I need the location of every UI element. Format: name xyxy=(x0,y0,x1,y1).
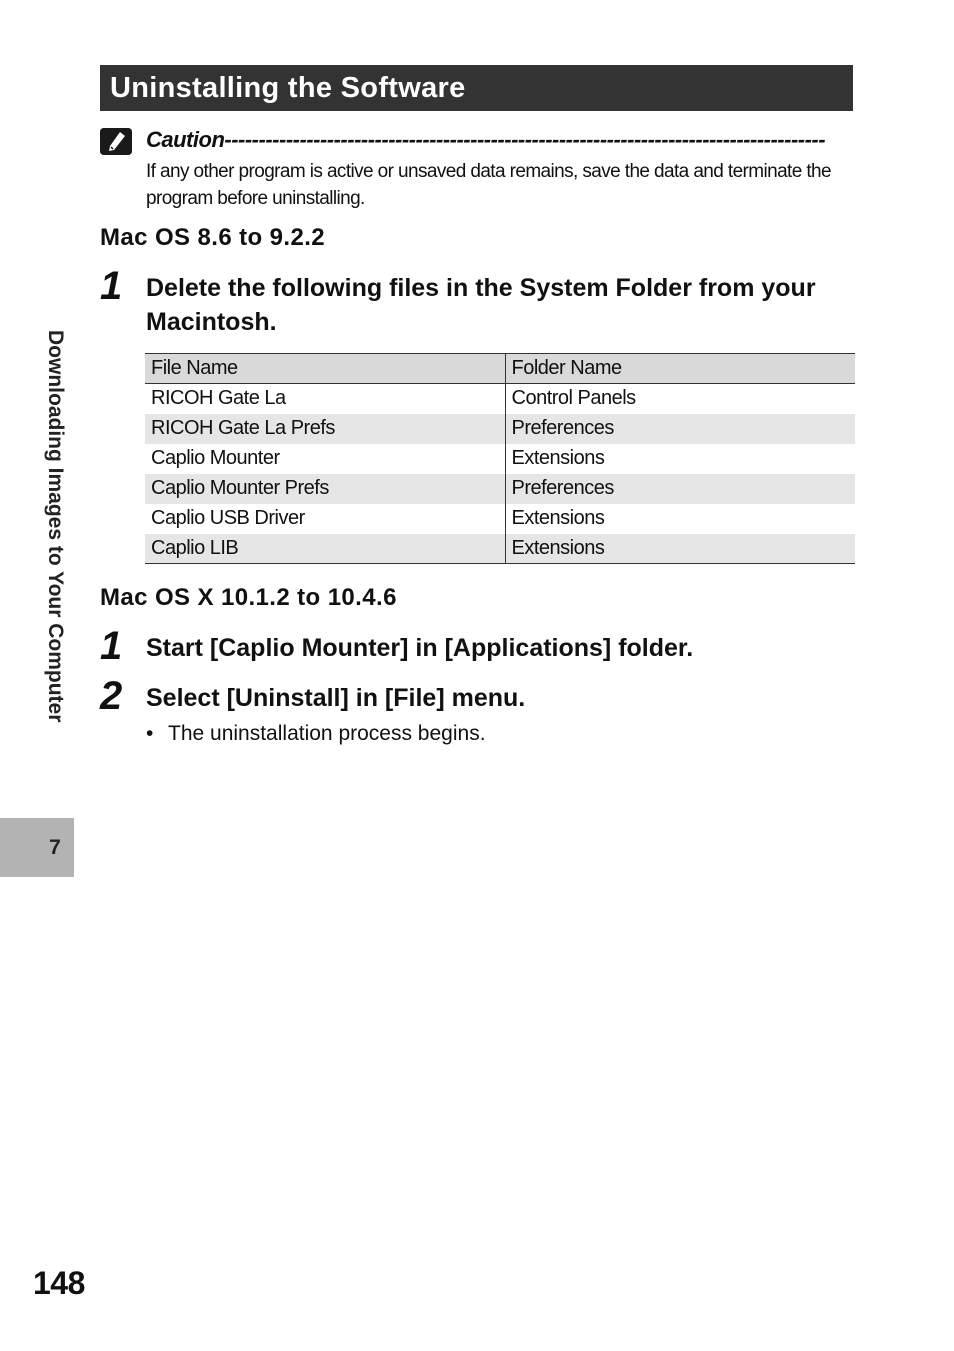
table-cell: RICOH Gate La Prefs xyxy=(145,414,505,444)
table-cell: Preferences xyxy=(505,474,855,504)
table-cell: Caplio Mounter xyxy=(145,444,505,474)
table-row xyxy=(145,444,855,474)
files-table xyxy=(145,353,855,564)
table-cell: RICOH Gate La xyxy=(145,384,505,414)
step-number: 1 xyxy=(100,624,123,668)
table-row xyxy=(145,414,855,444)
step-number: 2 xyxy=(100,674,123,718)
mac-os-9-heading: Mac OS 8.6 to 9.2.2 xyxy=(100,224,326,251)
step-text: Select [Uninstall] in [File] menu. xyxy=(146,684,526,712)
table-row xyxy=(145,534,855,564)
table-cell: Extensions xyxy=(511,507,605,529)
caution-title: Caution---------------------------------------------------------------------------------------- xyxy=(146,127,826,152)
chapter-number: 7 xyxy=(49,836,61,859)
step-text: Delete the following files in the System Folder from your Macintosh. xyxy=(146,274,816,336)
table-cell: Caplio LIB xyxy=(145,534,505,564)
step-number: 1 xyxy=(100,264,123,308)
chapter-tab xyxy=(0,818,74,877)
table-cell: Caplio USB Driver xyxy=(145,504,505,534)
section-title: Uninstalling the Software xyxy=(100,65,853,111)
step-text: Start [Caplio Mounter] in [Applications] folder. xyxy=(146,634,694,662)
caution-body: If any other program is active or unsaved data remains, save the data and terminate the program before uninstalling. xyxy=(146,161,831,209)
mac-os-x-heading: Mac OS X 10.1.2 to 10.4.6 xyxy=(100,584,397,611)
table-cell: Extensions xyxy=(505,534,855,564)
table-header-file-name: File Name xyxy=(145,354,505,384)
bullet-dot: • xyxy=(146,722,154,745)
table-cell: Control Panels xyxy=(511,387,636,410)
bullet-item xyxy=(146,720,486,748)
table-header-row xyxy=(145,354,855,384)
page-number: 148 xyxy=(33,1265,85,1301)
table-cell: Caplio Mounter Prefs xyxy=(145,474,505,504)
chapter-title: Downloading Images to Your Computer xyxy=(44,330,67,723)
table-row xyxy=(145,504,855,534)
table-row xyxy=(145,474,855,504)
table-row xyxy=(145,384,855,414)
bullet-text: The uninstallation process begins. xyxy=(168,722,486,745)
table-cell: Preferences xyxy=(505,414,855,444)
table-cell: Extensions xyxy=(511,447,605,469)
table-header-folder-name: Folder Name xyxy=(505,354,855,384)
caution-icon xyxy=(100,128,132,155)
